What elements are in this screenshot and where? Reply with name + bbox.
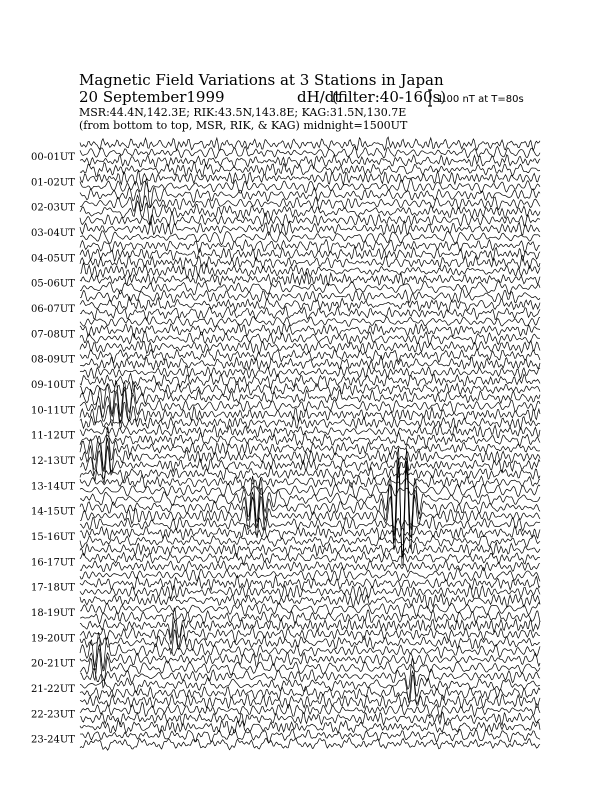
hour-label: 06-07UT (31, 304, 75, 315)
hour-label: 09-10UT (31, 380, 75, 391)
hour-label: 12-13UT (31, 456, 75, 467)
station-coordinates: MSR:44.4N,142.3E; RIK:43.5N,143.8E; KAG:31.5N,130.7E (79, 106, 407, 119)
hour-label: 20-21UT (31, 658, 75, 670)
trace-kag-07-08ut (80, 317, 540, 327)
hour-label: 05-06UT (31, 278, 75, 290)
hour-label: 10-11UT (31, 405, 75, 417)
traces (80, 137, 540, 750)
hour-label: 22-23UT (31, 709, 75, 721)
hour-label: 07-08UT (31, 329, 75, 341)
scale-bar-label: 1.00 nT at T=80s (437, 94, 524, 105)
trace-rik-07-08ut (80, 324, 540, 337)
trace-kag-01-02ut (80, 162, 540, 177)
trace-msr-13-14ut (80, 483, 540, 499)
hour-label: 21-22UT (31, 684, 75, 695)
hour-label: 15-16UT (31, 532, 75, 543)
hour-label: 11-12UT (31, 430, 75, 442)
hour-label: 02-03UT (31, 202, 75, 214)
trace-kag-04-05ut (80, 239, 540, 253)
trace-kag-23-24ut (80, 721, 540, 734)
trace-rik-03-04ut (80, 221, 540, 235)
trace-msr-11-12ut (80, 432, 540, 448)
hour-label: 08-09UT (31, 354, 75, 366)
trace-msr-09-10ut (80, 381, 540, 396)
trace-kag-08-09ut (80, 341, 540, 354)
chart-date: 20 September1999 (79, 88, 225, 106)
trace-rik-15-16ut (80, 525, 540, 540)
chart-filter: (filter:40-160s) (332, 88, 447, 106)
trace-rik-16-17ut (80, 552, 540, 564)
trace-msr-15-16ut (80, 535, 540, 548)
trace-rik-09-10ut (80, 373, 540, 388)
hour-label: 14-15UT (31, 506, 75, 518)
hour-label: 04-05UT (31, 253, 75, 265)
hour-label: 13-14UT (31, 481, 75, 493)
trace-msr-06-07ut (80, 306, 540, 320)
trace-msr-20-21ut (80, 648, 540, 687)
trace-kag-13-14ut (80, 466, 540, 481)
scale-bar (428, 90, 432, 106)
chart-quantity: dH/dt (297, 88, 341, 106)
trace-kag-09-10ut (80, 366, 540, 379)
hour-label: 19-20UT (31, 633, 75, 645)
trace-kag-00-01ut (80, 137, 540, 150)
hour-labels (31, 152, 75, 746)
trace-rik-05-06ut (80, 272, 540, 286)
trace-msr-23-24ut (80, 738, 540, 751)
trace-rik-11-12ut (80, 424, 540, 437)
hour-label: 03-04UT (31, 228, 75, 239)
station-order-note: (from bottom to top, MSR, RIK, & KAG) midnight=1500UT (79, 119, 408, 132)
trace-kag-16-17ut (80, 543, 540, 557)
hour-label: 16-17UT (31, 557, 75, 569)
trace-msr-16-17ut (80, 560, 540, 572)
hour-label: 17-18UT (31, 582, 75, 594)
chart-title: Magnetic Field Variations at 3 Stations in Japan (79, 71, 444, 89)
hour-label: 23-24UT (31, 734, 75, 746)
hour-label: 00-01UT (31, 152, 75, 163)
trace-msr-08-09ut (80, 356, 540, 370)
trace-kag-11-12ut (80, 417, 540, 430)
trace-rik-17-18ut (80, 576, 540, 591)
hour-label: 01-02UT (31, 177, 75, 189)
hour-label: 18-19UT (31, 608, 75, 619)
trace-kag-20-21ut (80, 632, 540, 669)
trace-kag-22-23ut (80, 694, 540, 708)
trace-msr-07-08ut (80, 331, 540, 345)
trace-rik-04-05ut (80, 246, 540, 261)
